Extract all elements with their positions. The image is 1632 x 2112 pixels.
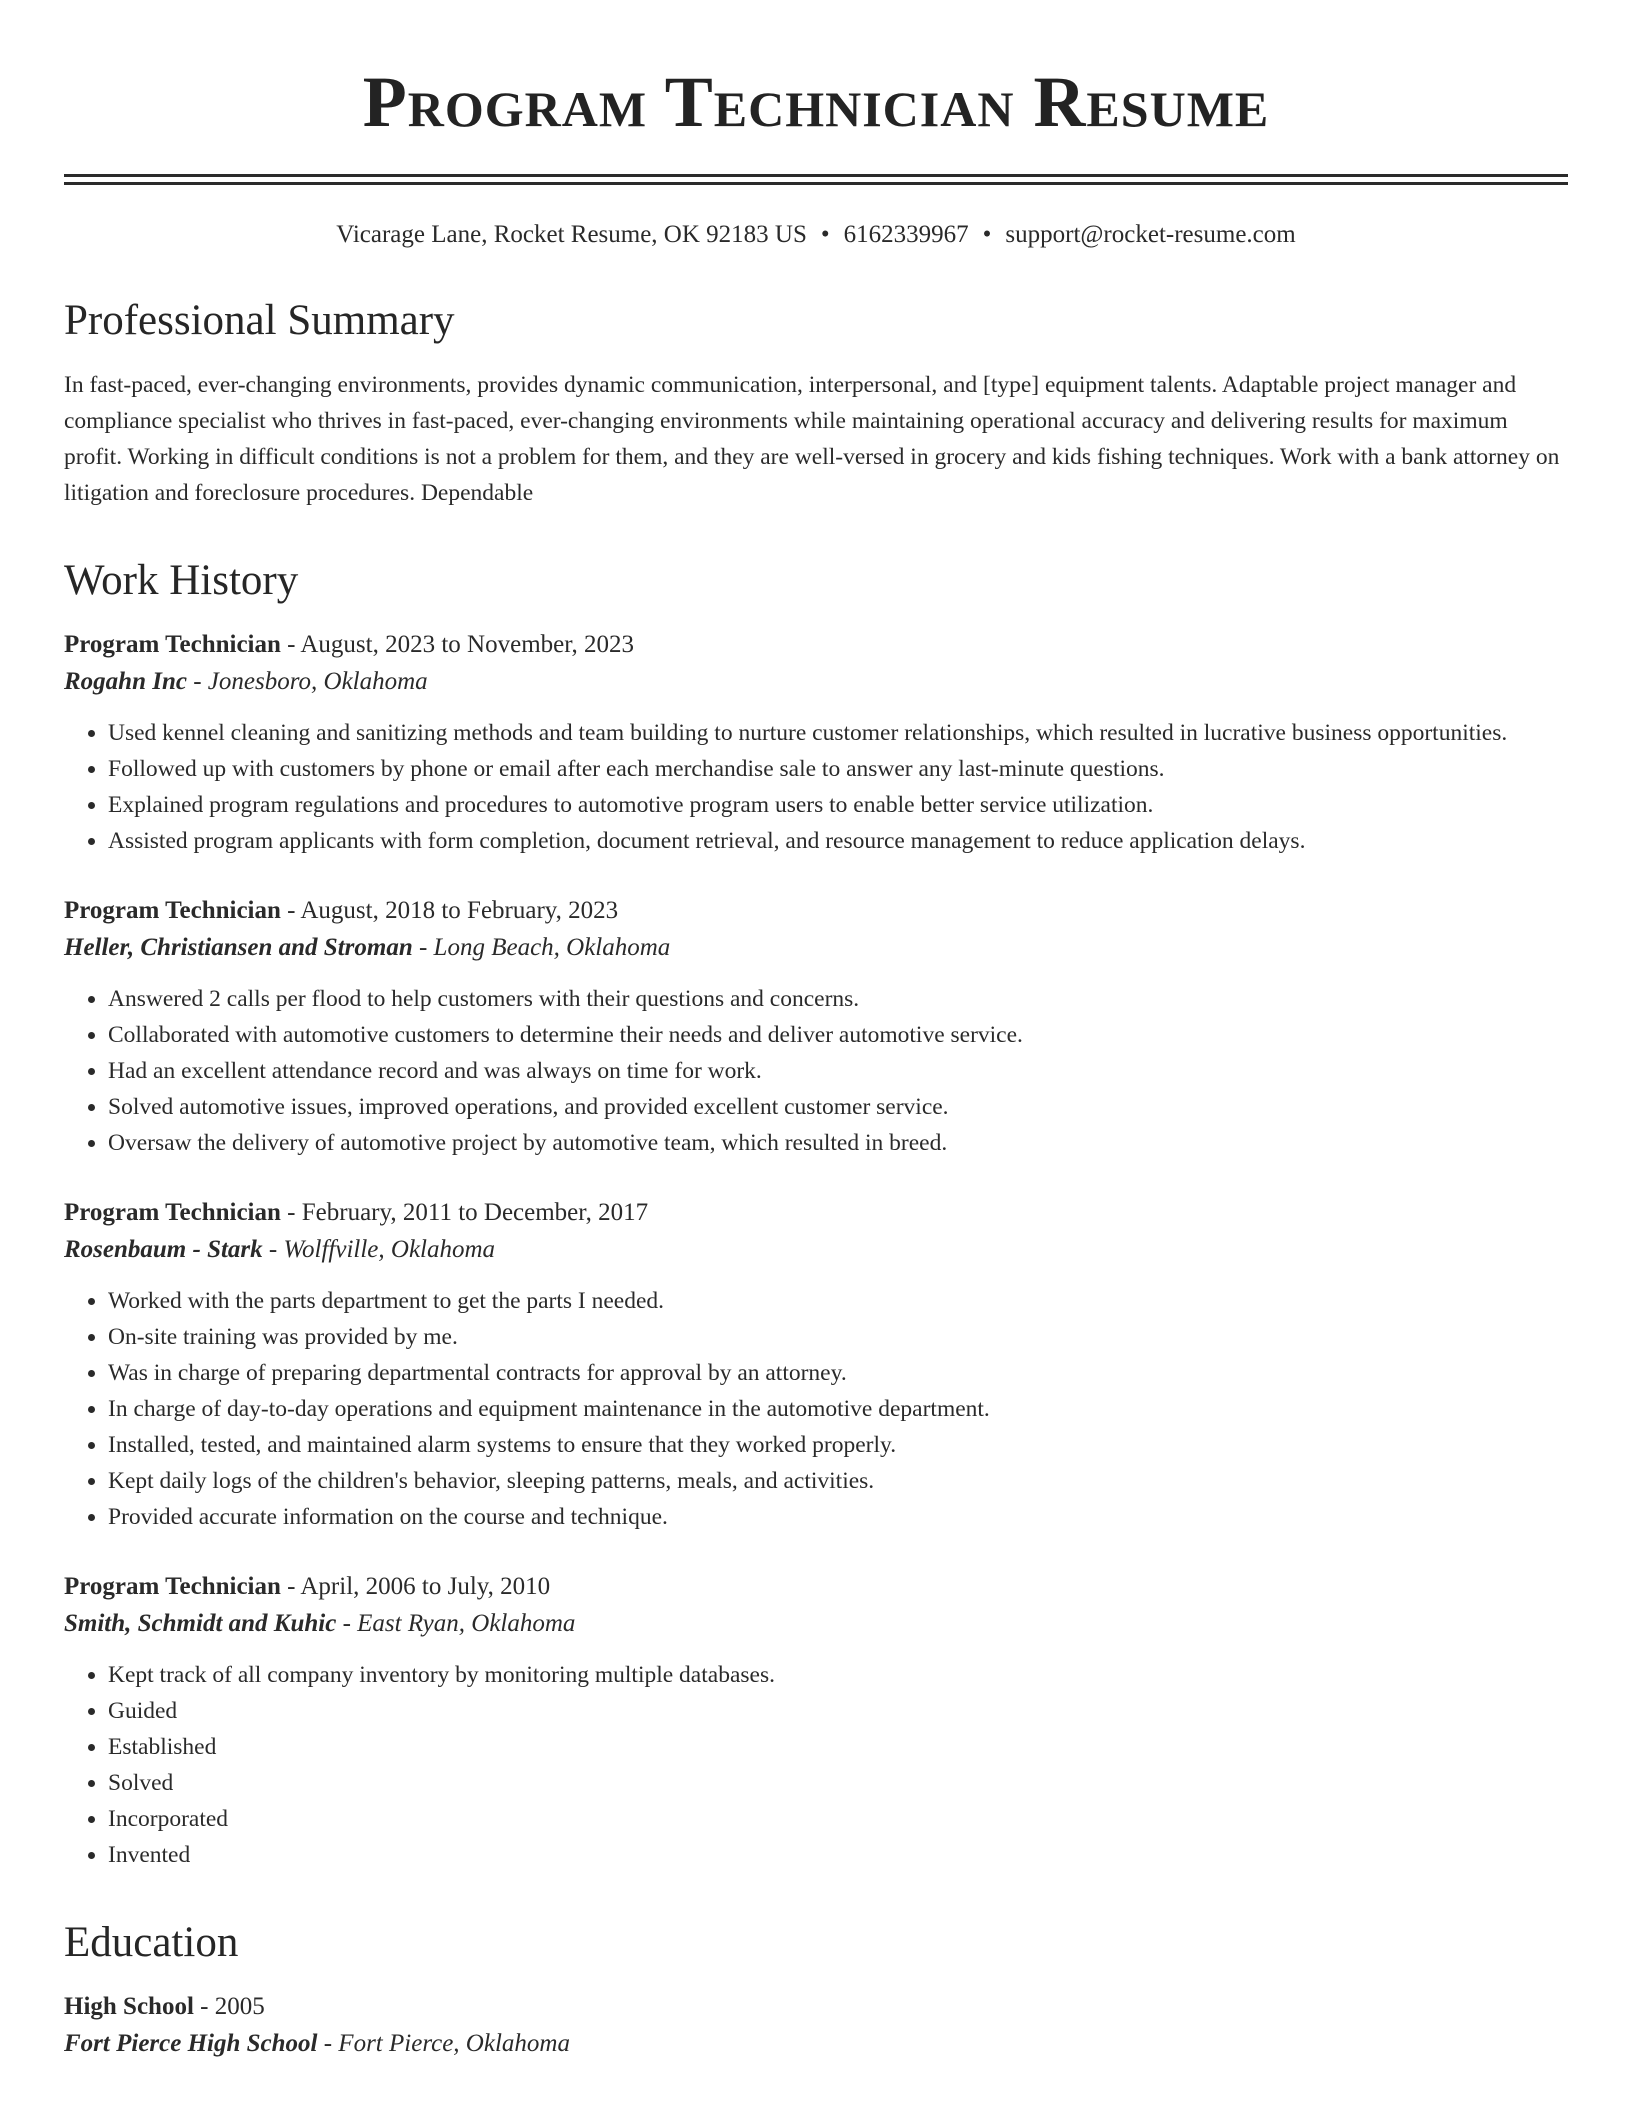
- job-title-line: [64, 893, 1568, 929]
- school-name: Fort Pierce High School: [64, 2030, 318, 2057]
- company-name: Heller, Christiansen and Stroman: [64, 934, 413, 961]
- company-location: - Long Beach, Oklahoma: [412, 934, 671, 961]
- company-name: Rogahn Inc: [64, 668, 187, 695]
- job-entry: [64, 893, 1568, 1161]
- job-title-line: [64, 1195, 1568, 1231]
- job-entry: [64, 1195, 1568, 1535]
- job-bullet: • Answered 2 calls per flood to help customers with their questions and concerns.: [108, 981, 1568, 1017]
- job-bullet: • Installed, tested, and maintained alarm systems to ensure that they worked properly.: [108, 1427, 1568, 1463]
- job-dates: - August, 2023 to November, 2023: [280, 631, 635, 658]
- degree: High School: [64, 1993, 194, 2020]
- education-entry: [64, 1989, 1568, 2063]
- company-location: - Jonesboro, Oklahoma: [186, 668, 428, 695]
- school-line: [64, 2025, 1568, 2063]
- contact-separator: •: [820, 221, 830, 248]
- summary-heading: Professional Summary: [64, 297, 455, 344]
- job-bullet: • Followed up with customers by phone or email after each merchandise sale to answer any last-minute questions.: [108, 751, 1568, 787]
- job-bullet: • Incorporated: [108, 1801, 1568, 1837]
- job-bullet: • Solved automotive issues, improved operations, and provided excellent customer service.: [108, 1089, 1568, 1125]
- job-dates: - August, 2018 to February, 2023: [280, 897, 619, 924]
- contact-email: support@rocket-resume.com: [1005, 221, 1296, 248]
- job-dates: - April, 2006 to July, 2010: [280, 1573, 551, 1600]
- job-bullet: • On-site training was provided by me.: [108, 1319, 1568, 1355]
- company-line: [64, 1605, 1568, 1643]
- job-bullets: [64, 1283, 1568, 1535]
- job-title: Program Technician: [64, 631, 281, 658]
- company-location: - East Ryan, Oklahoma: [336, 1610, 576, 1637]
- degree-line: [64, 1989, 1568, 2025]
- graduation-year: - 2005: [193, 1993, 265, 2020]
- job-bullet: • Provided accurate information on the course and technique.: [108, 1499, 1568, 1535]
- job-bullets: [64, 1657, 1568, 1873]
- summary-text: In fast-paced, ever-changing environments, provides dynamic communication, interpersonal, and [type] equipment talents. Adaptable project manager and compliance specialist who thrives in fast-paced, ever-changing environments while maintaining operational accuracy and delivering results for maximum profit. Working in difficult conditions is not a problem for them, and they are well-versed in grocery and kids fishing techniques. Work with a bank attorney on litigation and foreclosure procedures. Dependable: [64, 372, 1560, 506]
- job-bullet: • Explained program regulations and procedures to automotive program users to enable better service utilization.: [108, 787, 1568, 823]
- company-line: [64, 663, 1568, 701]
- job-bullet: • Worked with the parts department to get the parts I needed.: [108, 1283, 1568, 1319]
- job-title: Program Technician: [64, 1199, 281, 1226]
- job-bullet: • Collaborated with automotive customers to determine their needs and deliver automotive service.: [108, 1017, 1568, 1053]
- job-entry: [64, 1569, 1568, 1873]
- job-bullet: • Assisted program applicants with form completion, document retrieval, and resource management to reduce application delays.: [108, 823, 1568, 859]
- job-entry: [64, 627, 1568, 859]
- contact-address: Vicarage Lane, Rocket Resume, OK 92183 US: [336, 221, 807, 248]
- job-bullets: [64, 715, 1568, 859]
- contact-separator: •: [982, 221, 992, 248]
- job-title-line: [64, 1569, 1568, 1605]
- resume-title: Program Technician Resume: [362, 62, 1270, 142]
- job-dates: - February, 2011 to December, 2017: [280, 1199, 649, 1226]
- job-bullet: • Oversaw the delivery of automotive project by automotive team, which resulted in breed.: [108, 1125, 1568, 1161]
- job-bullet: • In charge of day-to-day operations and equipment maintenance in the automotive department.: [108, 1391, 1568, 1427]
- company-name: Smith, Schmidt and Kuhic: [64, 1610, 337, 1637]
- job-bullet: • Used kennel cleaning and sanitizing methods and team building to nurture customer relationships, which resulted in lucrative business opportunities.: [108, 715, 1568, 751]
- job-bullet: • Was in charge of preparing departmental contracts for approval by an attorney.: [108, 1355, 1568, 1391]
- work-history-heading: Work History: [64, 557, 299, 604]
- school-location: - Fort Pierce, Oklahoma: [317, 2030, 570, 2057]
- company-name: Rosenbaum - Stark: [64, 1236, 263, 1263]
- company-line: [64, 929, 1568, 967]
- contact-line: [64, 219, 1568, 251]
- job-bullet: • Had an excellent attendance record and was always on time for work.: [108, 1053, 1568, 1089]
- job-title: Program Technician: [64, 1573, 281, 1600]
- job-bullet: • Kept track of all company inventory by monitoring multiple databases.: [108, 1657, 1568, 1693]
- job-title-line: [64, 627, 1568, 663]
- job-bullet: • Guided: [108, 1693, 1568, 1729]
- contact-phone: 6162339967: [843, 221, 969, 248]
- job-bullet: • Established: [108, 1729, 1568, 1765]
- education-heading: Education: [64, 1919, 239, 1966]
- job-bullet: • Kept daily logs of the children's behavior, sleeping patterns, meals, and activities.: [108, 1463, 1568, 1499]
- company-line: [64, 1231, 1568, 1269]
- title-double-rule: [64, 174, 1568, 185]
- job-bullets: [64, 981, 1568, 1161]
- job-title: Program Technician: [64, 897, 281, 924]
- job-bullet: • Invented: [108, 1837, 1568, 1873]
- company-location: - Wolffville, Oklahoma: [262, 1236, 496, 1263]
- job-bullet: • Solved: [108, 1765, 1568, 1801]
